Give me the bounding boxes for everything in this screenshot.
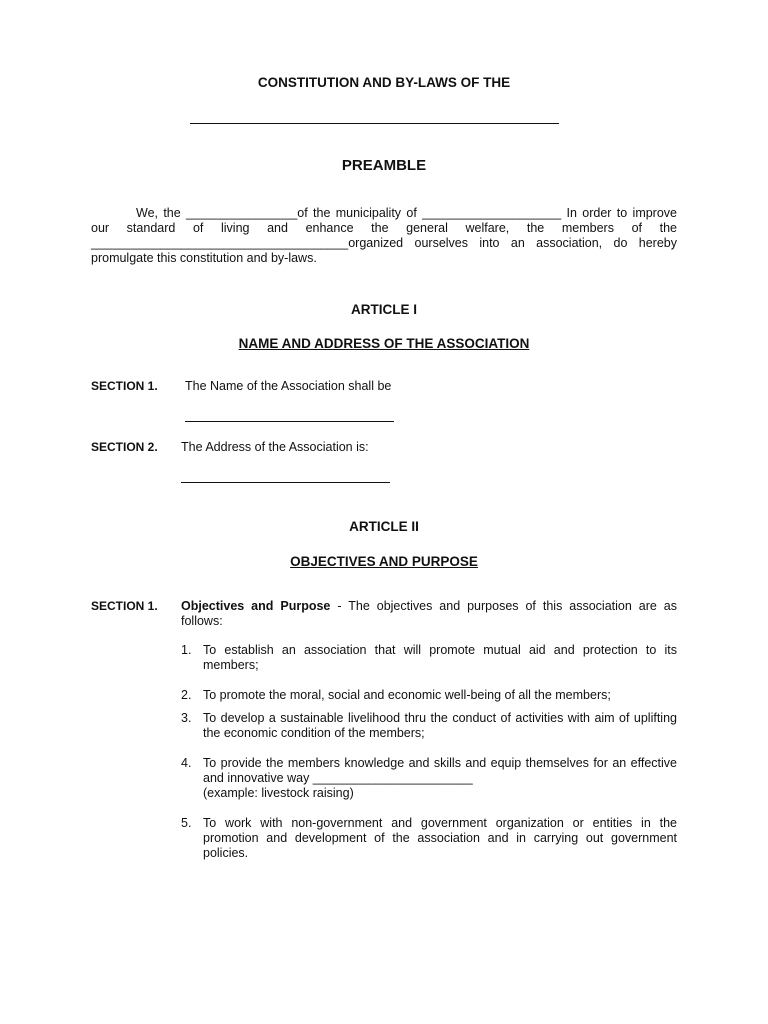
item-4-text-block bbox=[203, 756, 677, 801]
item-3-text: To develop a sustainable livelihood thru the conduct of activities with aim of uplifting the economic condition of the members; bbox=[203, 711, 677, 740]
preamble-text-1: We, the bbox=[136, 206, 187, 220]
preamble-blank-2: ____________________ bbox=[422, 206, 562, 220]
article-1-section-2-label: SECTION 2. bbox=[91, 440, 158, 454]
preamble-paragraph bbox=[91, 206, 677, 266]
preamble-blank-3: _____________________________________ bbox=[91, 236, 349, 250]
preamble-text-4: organized ourselves into an association, do hereby promulgate this constitution and by-laws. bbox=[91, 236, 677, 265]
item-1-text: To establish an association that will promote mutual aid and protection to its members; bbox=[203, 643, 677, 672]
article-1-section-1-label: SECTION 1. bbox=[91, 379, 158, 393]
objectives-lead: Objectives and Purpose bbox=[181, 599, 331, 613]
article-1-subheading: NAME AND ADDRESS OF THE ASSOCIATION bbox=[238, 336, 530, 351]
article-1-heading: ARTICLE I bbox=[351, 302, 417, 317]
article-1-section-1-text: The Name of the Association shall be bbox=[185, 379, 392, 393]
item-4-text: To provide the members knowledge and skills and equip themselves for an effective and innovative way bbox=[203, 756, 677, 785]
item-4-number: 4. bbox=[181, 756, 192, 770]
item-3-number: 3. bbox=[181, 711, 192, 725]
article-1-section-2-text: The Address of the Association is: bbox=[181, 440, 369, 454]
item-4-example: (example: livestock raising) bbox=[203, 786, 354, 800]
association-address-field-line bbox=[181, 482, 390, 483]
association-name-blank-line bbox=[190, 123, 559, 124]
article-2-section-1-label: SECTION 1. bbox=[91, 599, 158, 613]
article-2-heading: ARTICLE II bbox=[349, 519, 419, 534]
preamble-blank-1: ________________ bbox=[186, 206, 298, 220]
article-2-subheading: OBJECTIVES AND PURPOSE bbox=[290, 554, 478, 569]
preamble-text-2: of the municipality of bbox=[297, 206, 423, 220]
preamble-text-3: In order to improve our standard of living and enhance the general welfare, the members of the bbox=[91, 206, 677, 235]
article-2-section-1-intro bbox=[181, 599, 677, 629]
document-title: CONSTITUTION AND BY-LAWS OF THE bbox=[257, 75, 511, 90]
preamble-heading: PREAMBLE bbox=[341, 157, 427, 174]
item-5-number: 5. bbox=[181, 816, 192, 830]
item-1-number: 1. bbox=[181, 643, 192, 657]
item-4-blank: _______________________ bbox=[312, 771, 473, 785]
objectives-intro-text: - The objectives and purposes of this association are as follows: bbox=[181, 599, 677, 628]
association-name-field-line bbox=[185, 421, 394, 422]
item-2-text: To promote the moral, social and economic well-being of all the members; bbox=[203, 688, 611, 702]
item-2-number: 2. bbox=[181, 688, 192, 702]
item-5-text: To work with non-government and government organization or entities in the promotion and development of the association and in carrying out government policies. bbox=[203, 816, 677, 860]
